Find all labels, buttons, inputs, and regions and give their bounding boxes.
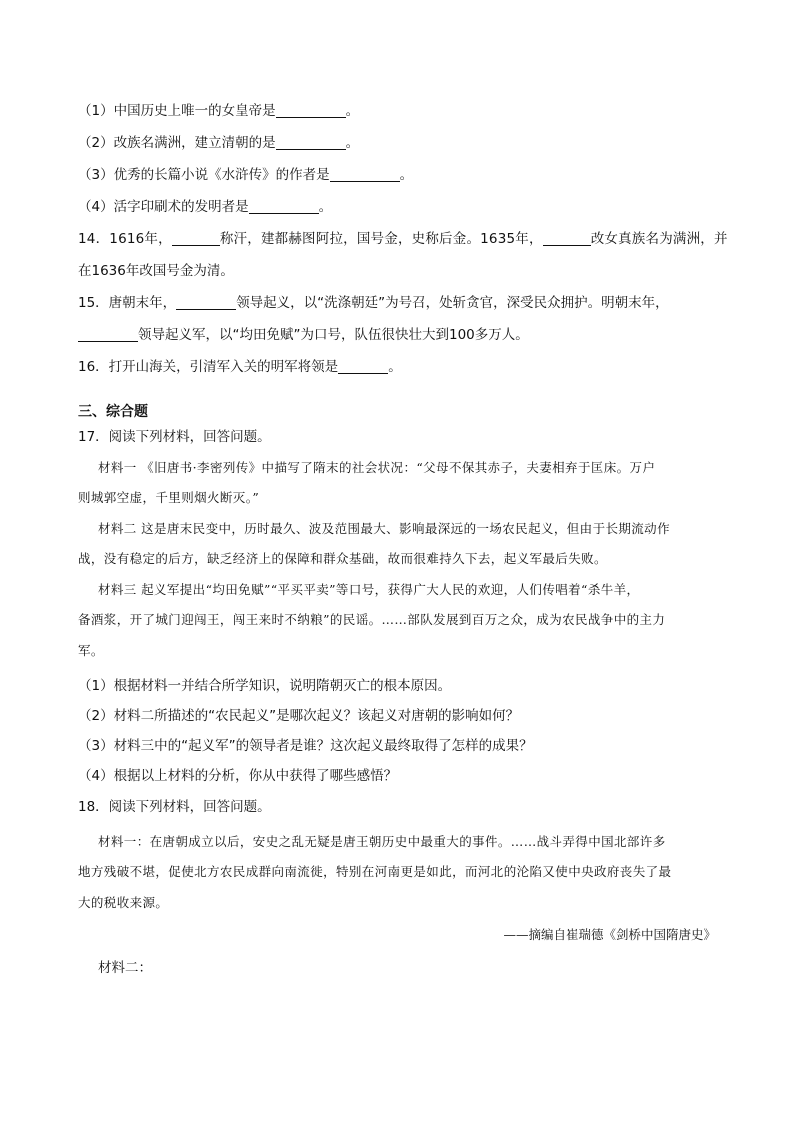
q13-item-2: （2）改族名满洲，建立清朝的是 。 bbox=[78, 135, 360, 151]
answer-blank[interactable] bbox=[543, 231, 591, 246]
q15-line-2: 领导起义军，以“均田免赋”为口号，队伍很快壮大到100多万人。 bbox=[78, 325, 529, 345]
q18-material-1: 材料一：在唐朝成立以后，安史之乱无疑是唐王朝历史中最重大的事件。……战斗弄得中国北部许多 bbox=[98, 834, 666, 849]
q13-item-1: （1）中国历史上唯一的女皇帝是 。 bbox=[78, 103, 360, 119]
q18-material-1-cont: 地方残破不堪，促使北方农民成群向南流徙，特别在河南更是如此，而河北的沦陷又使中央政府丧失了最 bbox=[78, 864, 672, 879]
q18-source-citation: ——摘编自崔瑞德《剑桥中国隋唐史》 bbox=[503, 927, 716, 942]
q17-material-1-cont: 则城郭空虚，千里则烟火断灭。” bbox=[78, 490, 260, 505]
q18-stem: 18．阅读下列材料，回答问题。 bbox=[78, 799, 271, 815]
q18-material-1-end: 大的税收来源。 bbox=[78, 895, 169, 910]
q17-material-3: 材料三 起义军提出“均田免赋”“平买平卖”等口号，获得广大人民的欢迎，人们传唱着“杀牛羊， bbox=[98, 582, 640, 597]
q14-line-1: 14．1616年， 称汗，建都赫图阿拉，国号金，史称后金。1635年， 改女真族名为满洲，并 bbox=[78, 231, 728, 247]
q17-subquestion-2: （2）材料二所描述的“农民起义”是哪次起义？该起义对唐朝的影响如何？ bbox=[78, 708, 520, 724]
answer-blank[interactable] bbox=[78, 327, 138, 342]
answer-blank[interactable] bbox=[276, 103, 346, 118]
answer-blank[interactable] bbox=[172, 231, 220, 246]
section-title: 三、综合题 bbox=[78, 404, 148, 420]
answer-blank[interactable] bbox=[249, 199, 319, 214]
q17-material-1: 材料一 《旧唐书·李密列传》中描写了隋末的社会状况：“父母不保其赤子，夫妻相弃于匡床。万户 bbox=[98, 460, 656, 475]
q17-material-2-cont: 战，没有稳定的后方，缺乏经济上的保障和群众基础，故而很难持久下去，起义军最后失败。 bbox=[78, 551, 607, 566]
q17-subquestion-3: （3）材料三中的“起义军”的领导者是谁？这次起义最终取得了怎样的成果？ bbox=[78, 738, 533, 754]
q13-item-3: （3）优秀的长篇小说《水浒传》的作者是 。 bbox=[78, 167, 414, 183]
q17-material-2: 材料二 这是唐末民变中，历时最久、波及范围最大、影响最深远的一场农民起义，但由于长期流动作 bbox=[98, 521, 670, 536]
answer-blank[interactable] bbox=[276, 135, 346, 150]
answer-blank[interactable] bbox=[338, 359, 388, 374]
q17-stem: 17．阅读下列材料，回答问题。 bbox=[78, 429, 271, 445]
q13-item-4: （4）活字印刷术的发明者是 。 bbox=[78, 199, 333, 215]
answer-blank[interactable] bbox=[176, 295, 236, 310]
q15-line-1: 15．唐朝末年， 领导起义，以“洗涤朝廷”为号召，处斩贪官，深受民众拥护。明朝末年， bbox=[78, 295, 669, 311]
q18-material-2-label: 材料二： bbox=[98, 960, 152, 976]
q17-material-3-end: 军。 bbox=[78, 643, 104, 658]
q17-subquestion-1: （1）根据材料一并结合所学知识，说明隋朝灭亡的根本原因。 bbox=[78, 678, 452, 694]
q14-line-2: 在1636年改国号金为清。 bbox=[78, 263, 234, 279]
q17-material-3-cont: 备酒浆，开了城门迎闯王，闯王来时不纳粮”的民谣。……部队发展到百万之众，成为农民战争中的主力 bbox=[78, 612, 666, 627]
q17-subquestion-4: （4）根据以上材料的分析，你从中获得了哪些感悟？ bbox=[78, 768, 398, 784]
answer-blank[interactable] bbox=[330, 167, 400, 182]
q16: 16．打开山海关，引清军入关的明军将领是 。 bbox=[78, 359, 402, 375]
